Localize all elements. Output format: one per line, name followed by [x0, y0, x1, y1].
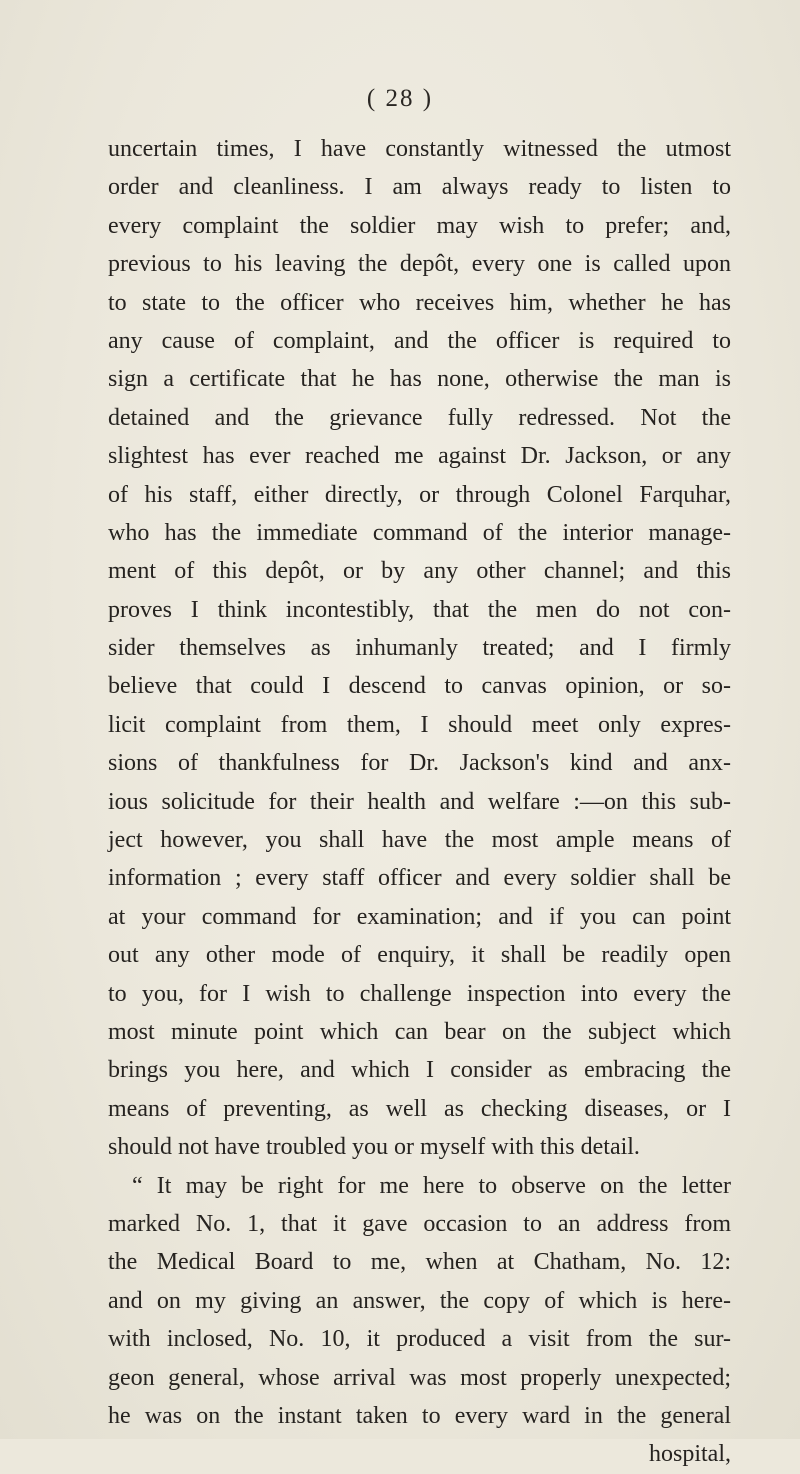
text-line: slightest has ever reached me against Dr. Jackson, or any: [108, 443, 731, 470]
text-line: licit complaint from them, I should meet only expres-: [108, 711, 731, 738]
text-line: marked No. 1, that it gave occasion to an address from: [108, 1210, 731, 1237]
text-line: he was on the instant taken to every ward in the general: [108, 1402, 731, 1429]
text-line: at your command for examination; and if you can point: [108, 903, 731, 930]
text-line: every complaint the soldier may wish to prefer; and,: [108, 212, 731, 239]
text-line: “ It may be right for me here to observe on the letter: [132, 1172, 731, 1199]
text-line: the Medical Board to me, when at Chatham, No. 12:: [108, 1249, 731, 1276]
text-line: who has the immediate command of the interior manage-: [108, 519, 731, 546]
text-line: brings you here, and which I consider as embracing the: [108, 1057, 731, 1084]
text-line: previous to his leaving the depôt, every one is called upon: [108, 251, 731, 278]
page-number: ( 28 ): [366, 85, 434, 112]
text-line: means of preventing, as well as checking diseases, or I: [108, 1095, 731, 1122]
text-line: ious solicitude for their health and welfare :—on this sub-: [108, 788, 731, 815]
text-line: ment of this depôt, or by any other channel; and this: [108, 558, 731, 585]
text-line: to you, for I wish to challenge inspection into every the: [108, 980, 731, 1007]
text-line: of his staff, either directly, or through Colonel Farquhar,: [108, 481, 731, 508]
text-line: believe that could I descend to canvas opinion, or so-: [108, 673, 731, 700]
text-line: sider themselves as inhumanly treated; and I firmly: [108, 635, 731, 662]
text-line: most minute point which can bear on the subject which: [108, 1018, 731, 1045]
text-line: should not have troubled you or myself with this detail.: [108, 1134, 640, 1161]
text-line: information ; every staff officer and every soldier shall be: [108, 865, 731, 892]
text-line: proves I think incontestibly, that the men do not con-: [108, 596, 731, 623]
text-line: sions of thankfulness for Dr. Jackson's kind and anx-: [108, 750, 731, 777]
text-line: out any other mode of enquiry, it shall be readily open: [108, 942, 731, 969]
body-text: [108, 130, 731, 1474]
text-line: to state to the officer who receives him, whether he has: [108, 289, 731, 316]
text-line: uncertain times, I have constantly witnessed the utmost: [108, 136, 731, 162]
catchword: hospital,: [649, 1441, 731, 1468]
text-line: any cause of complaint, and the officer is required to: [108, 327, 731, 354]
text-line: with inclosed, No. 10, it produced a visit from the sur-: [108, 1326, 731, 1353]
text-line: ject however, you shall have the most ample means of: [108, 827, 731, 854]
text-line: order and cleanliness. I am always ready to listen to: [108, 174, 731, 201]
text-line: detained and the grievance fully redressed. Not the: [108, 404, 731, 431]
text-line: and on my giving an answer, the copy of which is here-: [108, 1287, 731, 1314]
text-line: geon general, whose arrival was most properly unexpected;: [108, 1364, 731, 1391]
text-line: sign a certificate that he has none, otherwise the man is: [108, 366, 731, 393]
